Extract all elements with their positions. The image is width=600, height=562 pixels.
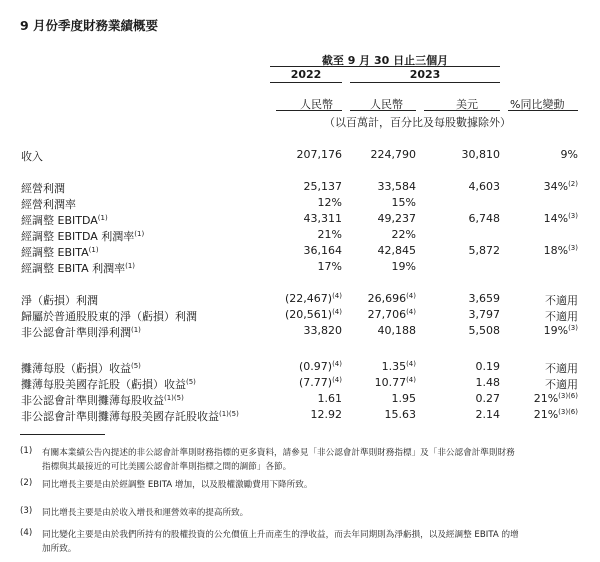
cell-v1 xyxy=(311,408,343,421)
cell-value: 30,810 xyxy=(461,148,500,161)
cell-value: 0.27 xyxy=(475,392,500,405)
row-label-text: 經營利潤率 xyxy=(21,198,76,211)
row-label xyxy=(21,212,108,228)
cell-v3 xyxy=(469,308,501,321)
cell-v4 xyxy=(544,324,578,337)
cell-value: 42,845 xyxy=(377,244,416,257)
cell-value: 12% xyxy=(317,196,342,209)
cell-value: 3,797 xyxy=(468,308,500,321)
row-label-text: 經營利潤 xyxy=(21,182,65,195)
cell-value: 4,603 xyxy=(468,180,500,193)
cell-v1 xyxy=(304,244,343,257)
footnote-ref: (4) xyxy=(332,308,342,316)
cell-v2 xyxy=(378,244,417,257)
cell-value: 21% xyxy=(533,408,559,421)
col-rule-rmb-2023 xyxy=(350,110,416,111)
footnote-ref: (1)(5) xyxy=(164,394,184,402)
cell-value: (0.97) xyxy=(299,360,333,373)
col-header-rmb-2022: 人民幣 xyxy=(300,98,333,111)
cell-value: 33,584 xyxy=(377,180,416,193)
footnote-ref: (3) xyxy=(568,244,578,252)
footnote-number: (4) xyxy=(20,528,33,538)
cell-value: 1.61 xyxy=(317,392,342,405)
cell-value: 不適用 xyxy=(545,294,578,307)
row-label xyxy=(21,292,98,308)
cell-v3 xyxy=(476,392,501,405)
period-rule xyxy=(270,66,500,67)
cell-v2 xyxy=(392,392,417,405)
footnote-ref: (4) xyxy=(332,292,342,300)
footnote-ref: (4) xyxy=(406,292,416,300)
cell-value: 15.63 xyxy=(384,408,416,421)
row-label-text: 歸屬於普通股股東的淨（虧損）利潤 xyxy=(21,310,197,323)
cell-value: 21% xyxy=(317,228,342,241)
page-title: 9 月份季度財務業績概要 xyxy=(20,18,159,33)
cell-v3 xyxy=(469,244,501,257)
cell-v3 xyxy=(469,292,501,305)
cell-v2 xyxy=(378,180,417,193)
units-note: （以百萬計，百分比及每股數據除外） xyxy=(324,116,511,129)
row-label-text: 非公認會計準則攤薄每股收益 xyxy=(21,394,164,407)
cell-value: 6,748 xyxy=(468,212,500,225)
footnote-ref: (5) xyxy=(131,362,141,370)
row-label-text: 經調整 EBITDA 利潤率 xyxy=(21,230,135,243)
cell-v3 xyxy=(476,360,501,373)
footnote-ref: (3) xyxy=(568,324,578,332)
period-header: 截至 9 月 30 日止三個月 xyxy=(321,54,449,67)
footnote-text: 指標與其最接近的可比美國公認會計準則指標之間的調節」各節。 xyxy=(42,462,292,472)
cell-value: 22% xyxy=(391,228,416,241)
cell-v3 xyxy=(476,376,501,389)
cell-v1 xyxy=(285,292,342,305)
year-2022-rule xyxy=(270,82,342,83)
footnote-ref: (1) xyxy=(97,214,108,222)
row-label-text: 收入 xyxy=(21,150,43,163)
row-label xyxy=(21,376,196,392)
footnote-ref: (3)(6) xyxy=(558,408,578,416)
cell-v1 xyxy=(318,228,342,241)
cell-v4 xyxy=(545,308,578,324)
cell-value: 15% xyxy=(391,196,416,209)
cell-value: 0.19 xyxy=(475,360,500,373)
row-label xyxy=(21,260,135,276)
col-rule-rmb-2022 xyxy=(276,110,342,111)
row-label xyxy=(21,244,99,260)
col-rule-usd xyxy=(424,110,500,111)
footnote-ref: (1)(5) xyxy=(219,410,239,418)
cell-v3 xyxy=(469,212,501,225)
cell-v1 xyxy=(304,212,343,225)
cell-value: (22,467) xyxy=(285,292,333,305)
cell-v4 xyxy=(545,376,578,392)
cell-v2 xyxy=(378,324,417,337)
year-2022-header: 2022 xyxy=(290,68,322,81)
cell-v4 xyxy=(534,408,578,421)
cell-v3 xyxy=(469,180,501,193)
row-label xyxy=(21,392,184,408)
cell-value: 不適用 xyxy=(545,310,578,323)
cell-v4 xyxy=(534,392,578,405)
footnote-text: 加所致。 xyxy=(42,544,77,554)
cell-v2 xyxy=(368,292,416,305)
cell-value: 43,311 xyxy=(303,212,342,225)
cell-v2 xyxy=(371,148,417,161)
cell-value: 10.77 xyxy=(374,376,407,389)
cell-v4 xyxy=(544,180,578,193)
cell-v1 xyxy=(285,308,342,321)
row-label-text: 經調整 EBITDA xyxy=(21,214,98,227)
footnote-text: 有關本業績公告內提述的非公認會計準則財務指標的更多資料，請參見「非公認會計準則財務指標」及「非公認會計準則財務 xyxy=(42,448,515,458)
footnote-ref: (1) xyxy=(88,246,99,254)
footnote-text: 同比增長主要是由於收入增長和運營效率的提高所致。 xyxy=(42,508,249,518)
cell-value: 33,820 xyxy=(303,324,342,337)
row-label-text: 攤薄每股美國存託股（虧損）收益 xyxy=(21,378,186,391)
cell-value: 27,706 xyxy=(367,308,407,321)
footnote-ref: (2) xyxy=(568,180,578,188)
cell-v2 xyxy=(368,308,416,321)
cell-value: (7.77) xyxy=(299,376,333,389)
cell-value: 21% xyxy=(533,392,559,405)
cell-v1 xyxy=(318,196,342,209)
footnote-ref: (4) xyxy=(406,308,416,316)
cell-v2 xyxy=(392,196,416,209)
cell-value: 14% xyxy=(543,212,569,225)
cell-v3 xyxy=(476,408,501,421)
footnote-ref: (3)(6) xyxy=(558,392,578,400)
footnote-number: (3) xyxy=(20,506,33,516)
footnote-ref: (1) xyxy=(125,262,136,270)
cell-value: 17% xyxy=(317,260,342,273)
footnote-text: 同比變化主要是由於我們所持有的股權投資的公允價值上升而產生的淨收益，而去年同期則為淨虧損，以及經調整 EBITA 的增 xyxy=(42,530,519,540)
cell-value: 不適用 xyxy=(545,378,578,391)
footnote-ref: (4) xyxy=(332,376,342,384)
footnote-ref: (4) xyxy=(332,360,342,368)
cell-v1 xyxy=(299,360,342,373)
row-label-text: 經調整 EBITA xyxy=(21,246,89,259)
year-2023-header: 2023 xyxy=(409,68,441,81)
cell-v2 xyxy=(382,360,416,373)
cell-value: 224,790 xyxy=(370,148,416,161)
row-label xyxy=(21,408,239,424)
row-label-text: 非公認會計準則淨利潤 xyxy=(21,326,131,339)
cell-v2 xyxy=(392,260,416,273)
row-label xyxy=(21,196,76,212)
footnote-ref: (4) xyxy=(406,376,416,384)
cell-value: 1.35 xyxy=(381,360,407,373)
col-rule-yoy xyxy=(508,110,578,111)
cell-v2 xyxy=(375,376,416,389)
cell-v1 xyxy=(318,392,343,405)
cell-value: 1.95 xyxy=(391,392,416,405)
cell-value: 40,188 xyxy=(377,324,416,337)
row-label-text: 非公認會計準則攤薄每股美國存託股收益 xyxy=(21,410,219,423)
cell-v3 xyxy=(469,324,501,337)
cell-v3 xyxy=(462,148,501,161)
cell-value: 207,176 xyxy=(296,148,342,161)
row-label-text: 淨（虧損）利潤 xyxy=(21,294,98,307)
cell-value: 5,872 xyxy=(468,244,500,257)
col-header-usd: 美元 xyxy=(456,98,478,111)
cell-value: 5,508 xyxy=(468,324,500,337)
cell-v4 xyxy=(544,212,578,225)
row-label xyxy=(21,228,144,244)
cell-v1 xyxy=(304,180,343,193)
row-label xyxy=(21,180,65,196)
cell-v1 xyxy=(304,324,343,337)
cell-v1 xyxy=(318,260,342,273)
cell-value: 26,696 xyxy=(367,292,407,305)
row-label xyxy=(21,324,141,340)
row-label-text: 攤薄每股（虧損）收益 xyxy=(21,362,131,375)
cell-value: 25,137 xyxy=(303,180,342,193)
footnote-ref: (3) xyxy=(568,212,578,220)
cell-value: 49,237 xyxy=(377,212,416,225)
cell-value: 19% xyxy=(543,324,569,337)
row-label-text: 經調整 EBITA 利潤率 xyxy=(21,262,126,275)
cell-value: 2.14 xyxy=(475,408,500,421)
cell-value: 不適用 xyxy=(545,362,578,375)
col-header-rmb-2023: 人民幣 xyxy=(370,98,403,111)
cell-value: 18% xyxy=(543,244,569,257)
cell-v4 xyxy=(545,360,578,376)
cell-value: 1.48 xyxy=(475,376,500,389)
cell-value: 9% xyxy=(560,148,578,161)
footnote-number: (1) xyxy=(20,446,33,456)
cell-value: 19% xyxy=(391,260,416,273)
cell-value: (20,561) xyxy=(285,308,333,321)
cell-v4 xyxy=(545,292,578,308)
cell-value: 36,164 xyxy=(303,244,342,257)
footnote-ref: (4) xyxy=(406,360,416,368)
footnote-ref: (1) xyxy=(134,230,145,238)
cell-value: 12.92 xyxy=(310,408,342,421)
cell-v4 xyxy=(561,148,578,161)
row-label xyxy=(21,360,141,376)
footnote-ref: (1) xyxy=(131,326,141,334)
cell-value: 3,659 xyxy=(468,292,500,305)
footnote-divider xyxy=(20,434,105,435)
cell-value: 34% xyxy=(543,180,569,193)
footnote-text: 同比增長主要是由於經調整 EBITA 增加，以及股權激勵費用下降所致。 xyxy=(42,480,313,490)
row-label xyxy=(21,148,43,164)
col-header-yoy: %同比變動 xyxy=(510,98,565,111)
row-label xyxy=(21,308,197,324)
footnote-number: (2) xyxy=(20,478,33,488)
cell-v4 xyxy=(544,244,578,257)
cell-v2 xyxy=(378,212,417,225)
footnote-ref: (5) xyxy=(186,378,196,386)
cell-v1 xyxy=(299,376,342,389)
year-2023-rule xyxy=(350,82,500,83)
cell-v2 xyxy=(385,408,417,421)
cell-v2 xyxy=(392,228,416,241)
cell-v1 xyxy=(297,148,343,161)
